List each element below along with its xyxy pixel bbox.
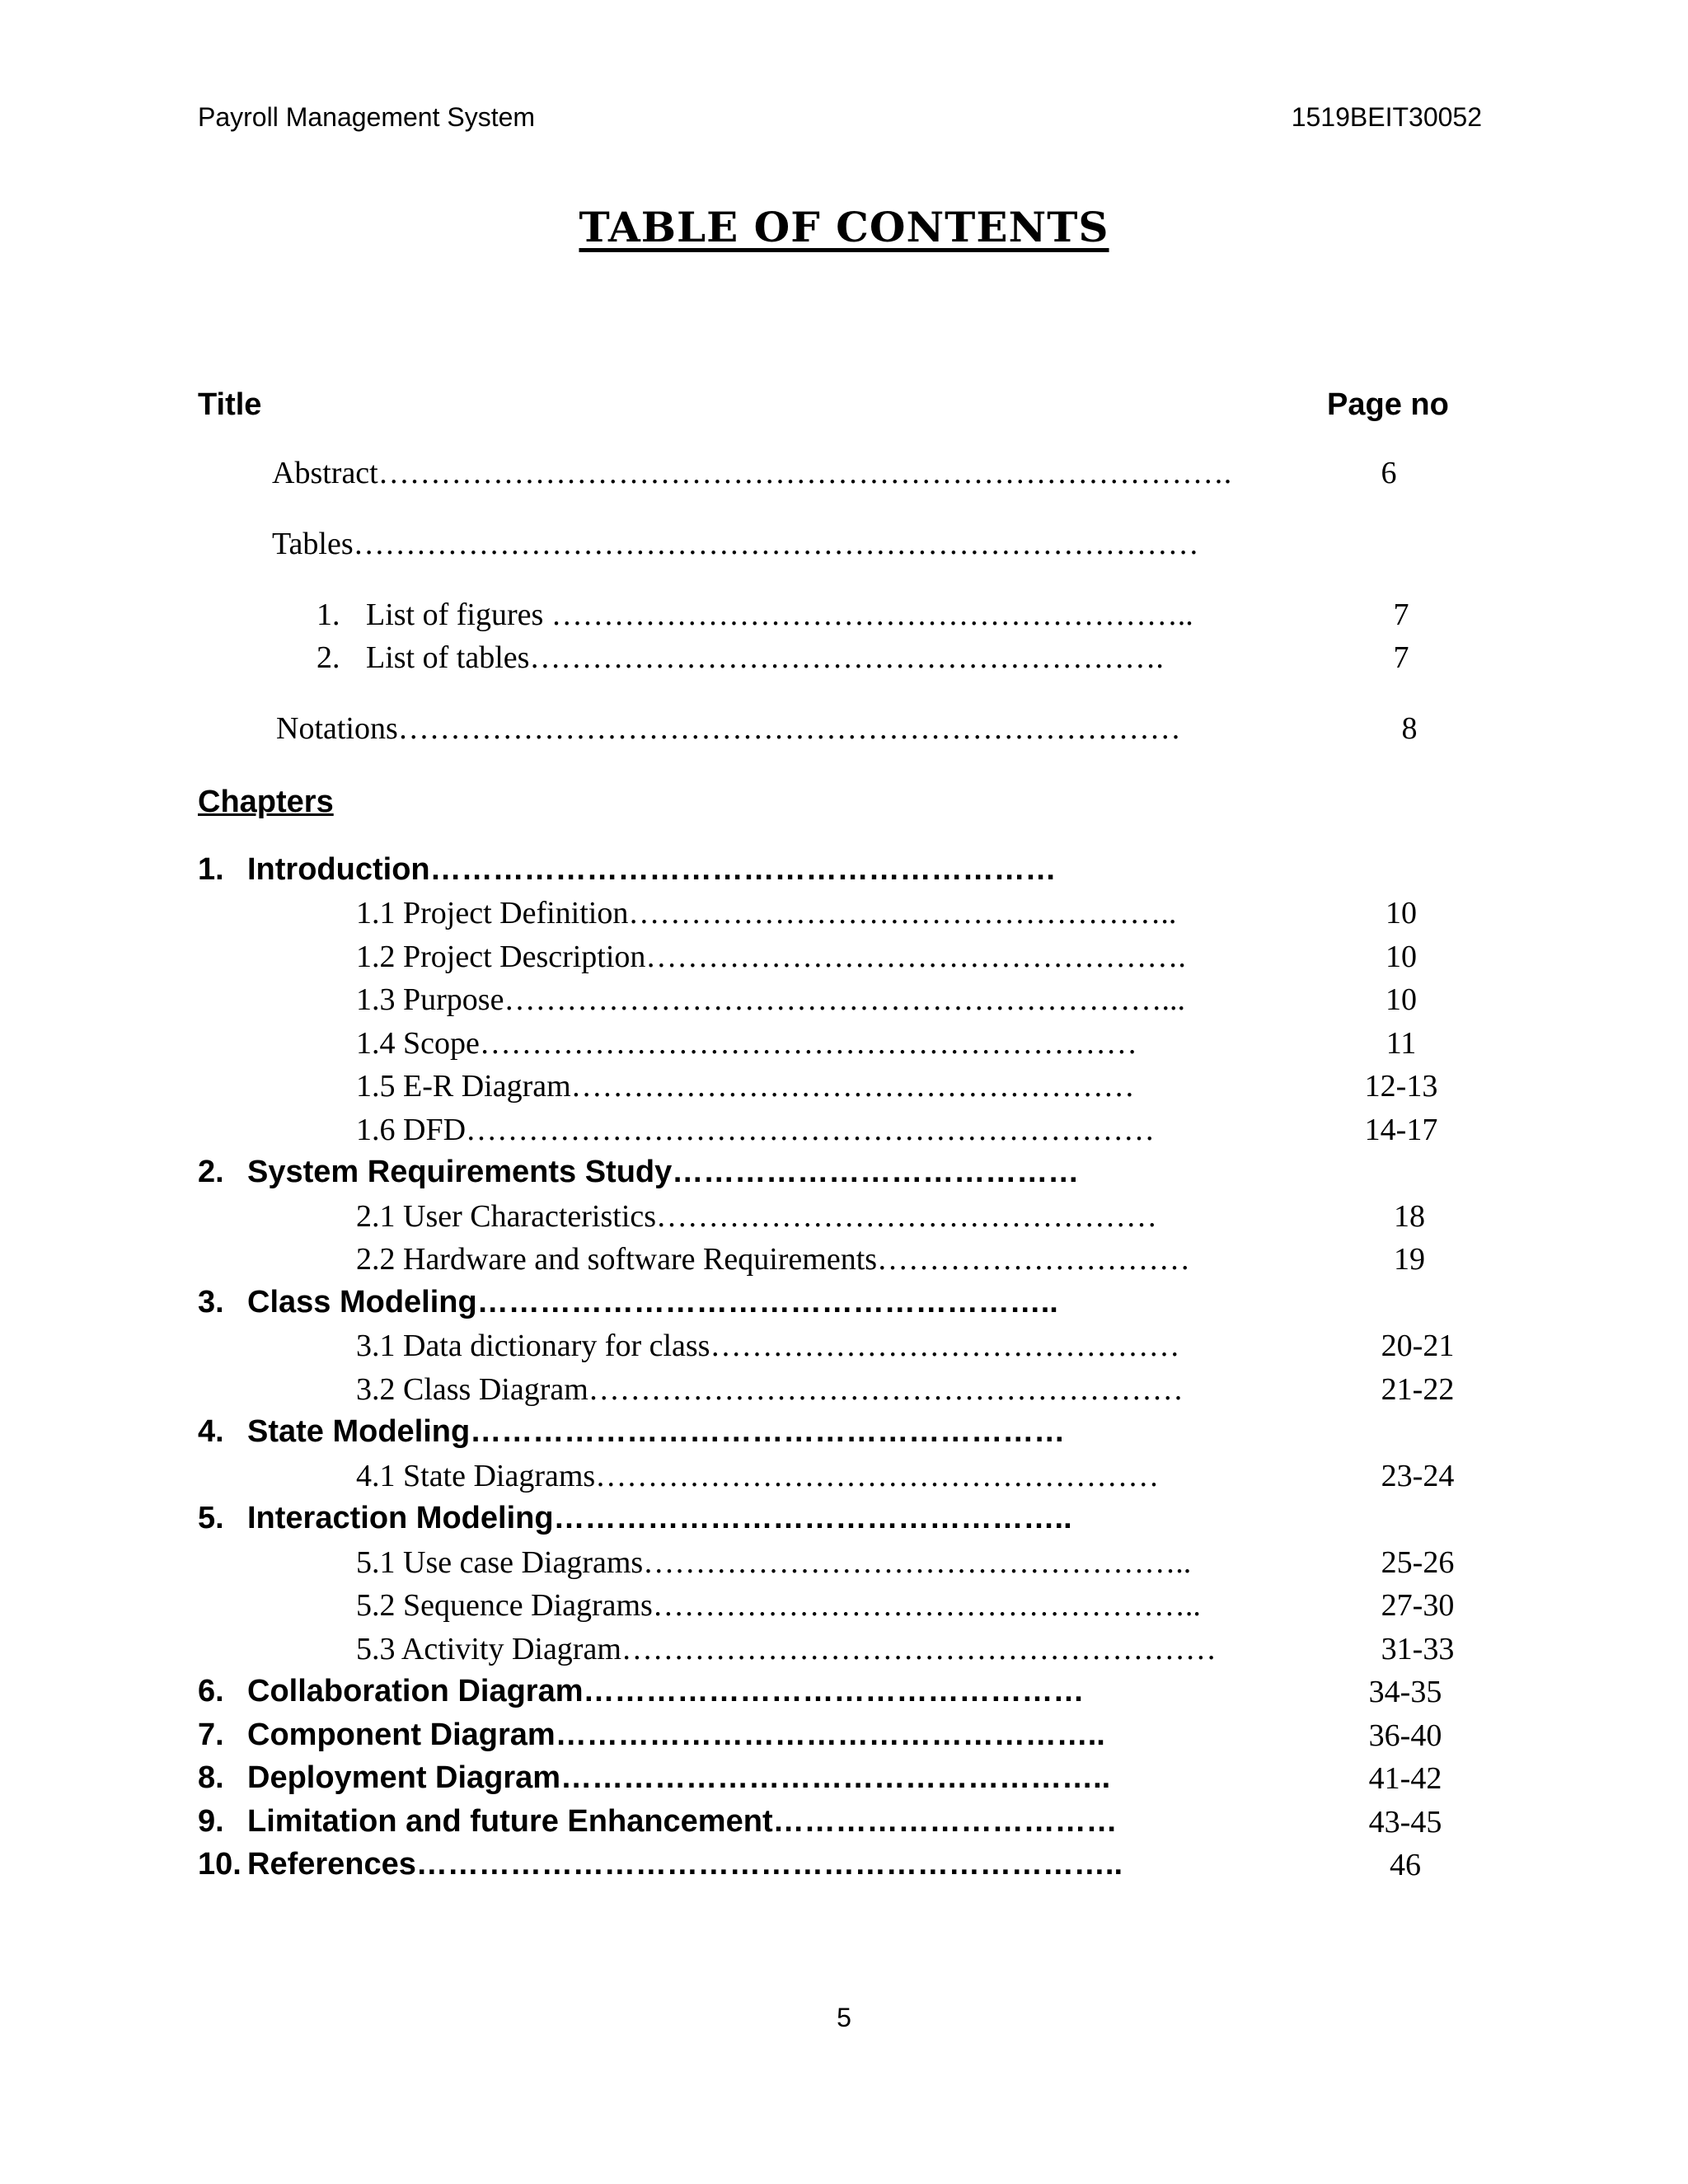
entry-text: 5.1 Use case Diagrams…………………………………………….. (356, 1545, 1192, 1580)
chapters-heading: Chapters (198, 785, 334, 819)
toc-chapter-2 (0, 1155, 1688, 1196)
entry-text: 2.1 User Characteristics………………………………………… (356, 1199, 1158, 1234)
toc-section-3-2 (0, 1371, 1688, 1413)
entry-page: 46 (1390, 1848, 1421, 1882)
entry-page: 11 (1386, 1026, 1417, 1061)
entry-text: Interaction Modeling………………………………………….. (247, 1501, 1072, 1535)
entry-text: 5.3 Activity Diagram………………………………………………… (356, 1632, 1217, 1666)
entry-text: Notations………………………………………………………………… (276, 711, 1181, 746)
entry-text: 4.1 State Diagrams……………………………………………… (356, 1459, 1160, 1493)
entry-page: 10 (1386, 896, 1417, 930)
toc-section-1-4 (0, 1025, 1688, 1066)
toc-chapter-8 (0, 1760, 1688, 1802)
entry-text: References………………………………………………………….. (247, 1847, 1123, 1882)
toc-entry-notations (0, 710, 1688, 752)
entry-page: 41-42 (1368, 1761, 1442, 1796)
toc-chapter-6 (0, 1674, 1688, 1715)
entry-number: 2. (198, 1155, 224, 1189)
entry-number: 4. (198, 1414, 224, 1449)
entry-text: 2.2 Hardware and software Requirements………………………… (356, 1242, 1191, 1277)
toc-chapter-10 (0, 1847, 1688, 1888)
toc-entry-list-of-figures (0, 597, 1688, 638)
entry-text: 3.2 Class Diagram………………………………………………… (356, 1372, 1184, 1407)
entry-text: List of figures …………………………………………………….. (366, 598, 1193, 632)
entry-text: 1.5 E-R Diagram……………………………………………… (356, 1069, 1135, 1104)
running-header-title: Payroll Management System (198, 102, 536, 132)
toc-section-1-6 (0, 1112, 1688, 1153)
entry-text: 1.3 Purpose………………………………………………………... (356, 982, 1185, 1017)
toc-section-2-1 (0, 1198, 1688, 1240)
entry-text: System Requirements Study………………………………… (247, 1155, 1080, 1189)
entry-number: 8. (198, 1760, 224, 1795)
entry-page: 43-45 (1368, 1805, 1442, 1840)
entry-text: Class Modeling……………………………………………….. (247, 1285, 1058, 1319)
toc-section-5-3 (0, 1631, 1688, 1672)
entry-number: 6. (198, 1674, 224, 1708)
entry-text: 1.1 Project Definition…………………………………………….. (356, 896, 1177, 930)
entry-page: 20-21 (1381, 1329, 1455, 1363)
page-title: TABLE OF CONTENTS (579, 203, 1109, 251)
entry-text: Limitation and future Enhancement…………………………… (247, 1804, 1118, 1839)
entry-page: 8 (1401, 711, 1418, 746)
toc-section-1-1 (0, 895, 1688, 936)
entry-number: 2. (316, 640, 340, 675)
entry-page: 7 (1393, 640, 1409, 675)
toc-chapter-7 (0, 1718, 1688, 1759)
toc-section-2-2 (0, 1241, 1688, 1282)
toc-chapter-4 (0, 1414, 1688, 1455)
entry-page: 10 (1386, 940, 1417, 974)
entry-page: 21-22 (1381, 1372, 1455, 1407)
toc-section-1-2 (0, 939, 1688, 980)
entry-text: State Modeling………………………………………………… (247, 1414, 1066, 1449)
entry-page: 19 (1394, 1242, 1425, 1277)
entry-page: 31-33 (1381, 1632, 1455, 1666)
entry-page: 36-40 (1368, 1718, 1442, 1753)
entry-text: 1.2 Project Description……………………………………………. (356, 940, 1186, 974)
entry-page: 34-35 (1368, 1675, 1442, 1709)
toc-section-5-1 (0, 1544, 1688, 1586)
entry-text: Component Diagram…………………………………………….. (247, 1718, 1105, 1752)
toc-chapter-9 (0, 1804, 1688, 1845)
entry-text: 1.4 Scope……………………………………………………… (356, 1026, 1137, 1061)
entry-number: 3. (198, 1285, 224, 1319)
entry-page: 7 (1393, 598, 1409, 632)
entry-page: 23-24 (1381, 1459, 1455, 1493)
entry-text: Introduction…………………………………………………… (247, 852, 1057, 887)
entry-number: 9. (198, 1804, 224, 1839)
entry-number: 10. (198, 1847, 241, 1882)
toc-section-5-2 (0, 1587, 1688, 1629)
toc-entry-tables (0, 526, 1688, 567)
page-number: 5 (837, 2003, 851, 2032)
entry-page: 27-30 (1381, 1588, 1455, 1623)
entry-text: 5.2 Sequence Diagrams…………………………………………….. (356, 1588, 1201, 1623)
entry-text: 3.1 Data dictionary for class……………………………………… (356, 1329, 1180, 1363)
entry-text: List of tables……………………………………………………. (366, 640, 1164, 675)
entry-page: 25-26 (1381, 1545, 1455, 1580)
entry-text: Collaboration Diagram………………………………………… (247, 1674, 1085, 1708)
toc-section-1-3 (0, 982, 1688, 1023)
toc-chapter-5 (0, 1501, 1688, 1542)
toc-section-3-1 (0, 1328, 1688, 1369)
entry-page: 12-13 (1364, 1069, 1438, 1104)
entry-text: Tables……………………………………………………………………… (272, 527, 1199, 561)
entry-text: Deployment Diagram…………………………………………….. (247, 1760, 1111, 1795)
entry-number: 1. (198, 852, 224, 887)
toc-entry-list-of-tables (0, 640, 1688, 681)
entry-text: Abstract………………………………………………………………………. (272, 456, 1232, 490)
entry-page: 10 (1386, 982, 1417, 1017)
toc-entry-abstract (0, 455, 1688, 496)
toc-section-4-1 (0, 1458, 1688, 1499)
entry-page: 18 (1394, 1199, 1425, 1234)
entry-number: 7. (198, 1718, 224, 1752)
column-header-page: Page no (1327, 387, 1449, 422)
entry-text: 1.6 DFD………………………………………………………… (356, 1113, 1156, 1147)
toc-section-1-5 (0, 1068, 1688, 1109)
toc-chapter-1 (0, 852, 1688, 893)
toc-chapter-3 (0, 1285, 1688, 1326)
entry-page: 6 (1381, 456, 1397, 490)
entry-page: 14-17 (1364, 1113, 1438, 1147)
entry-number: 1. (316, 598, 340, 632)
column-header-title: Title (198, 387, 262, 422)
entry-number: 5. (198, 1501, 224, 1535)
running-header-id: 1519BEIT30052 (1291, 102, 1482, 132)
